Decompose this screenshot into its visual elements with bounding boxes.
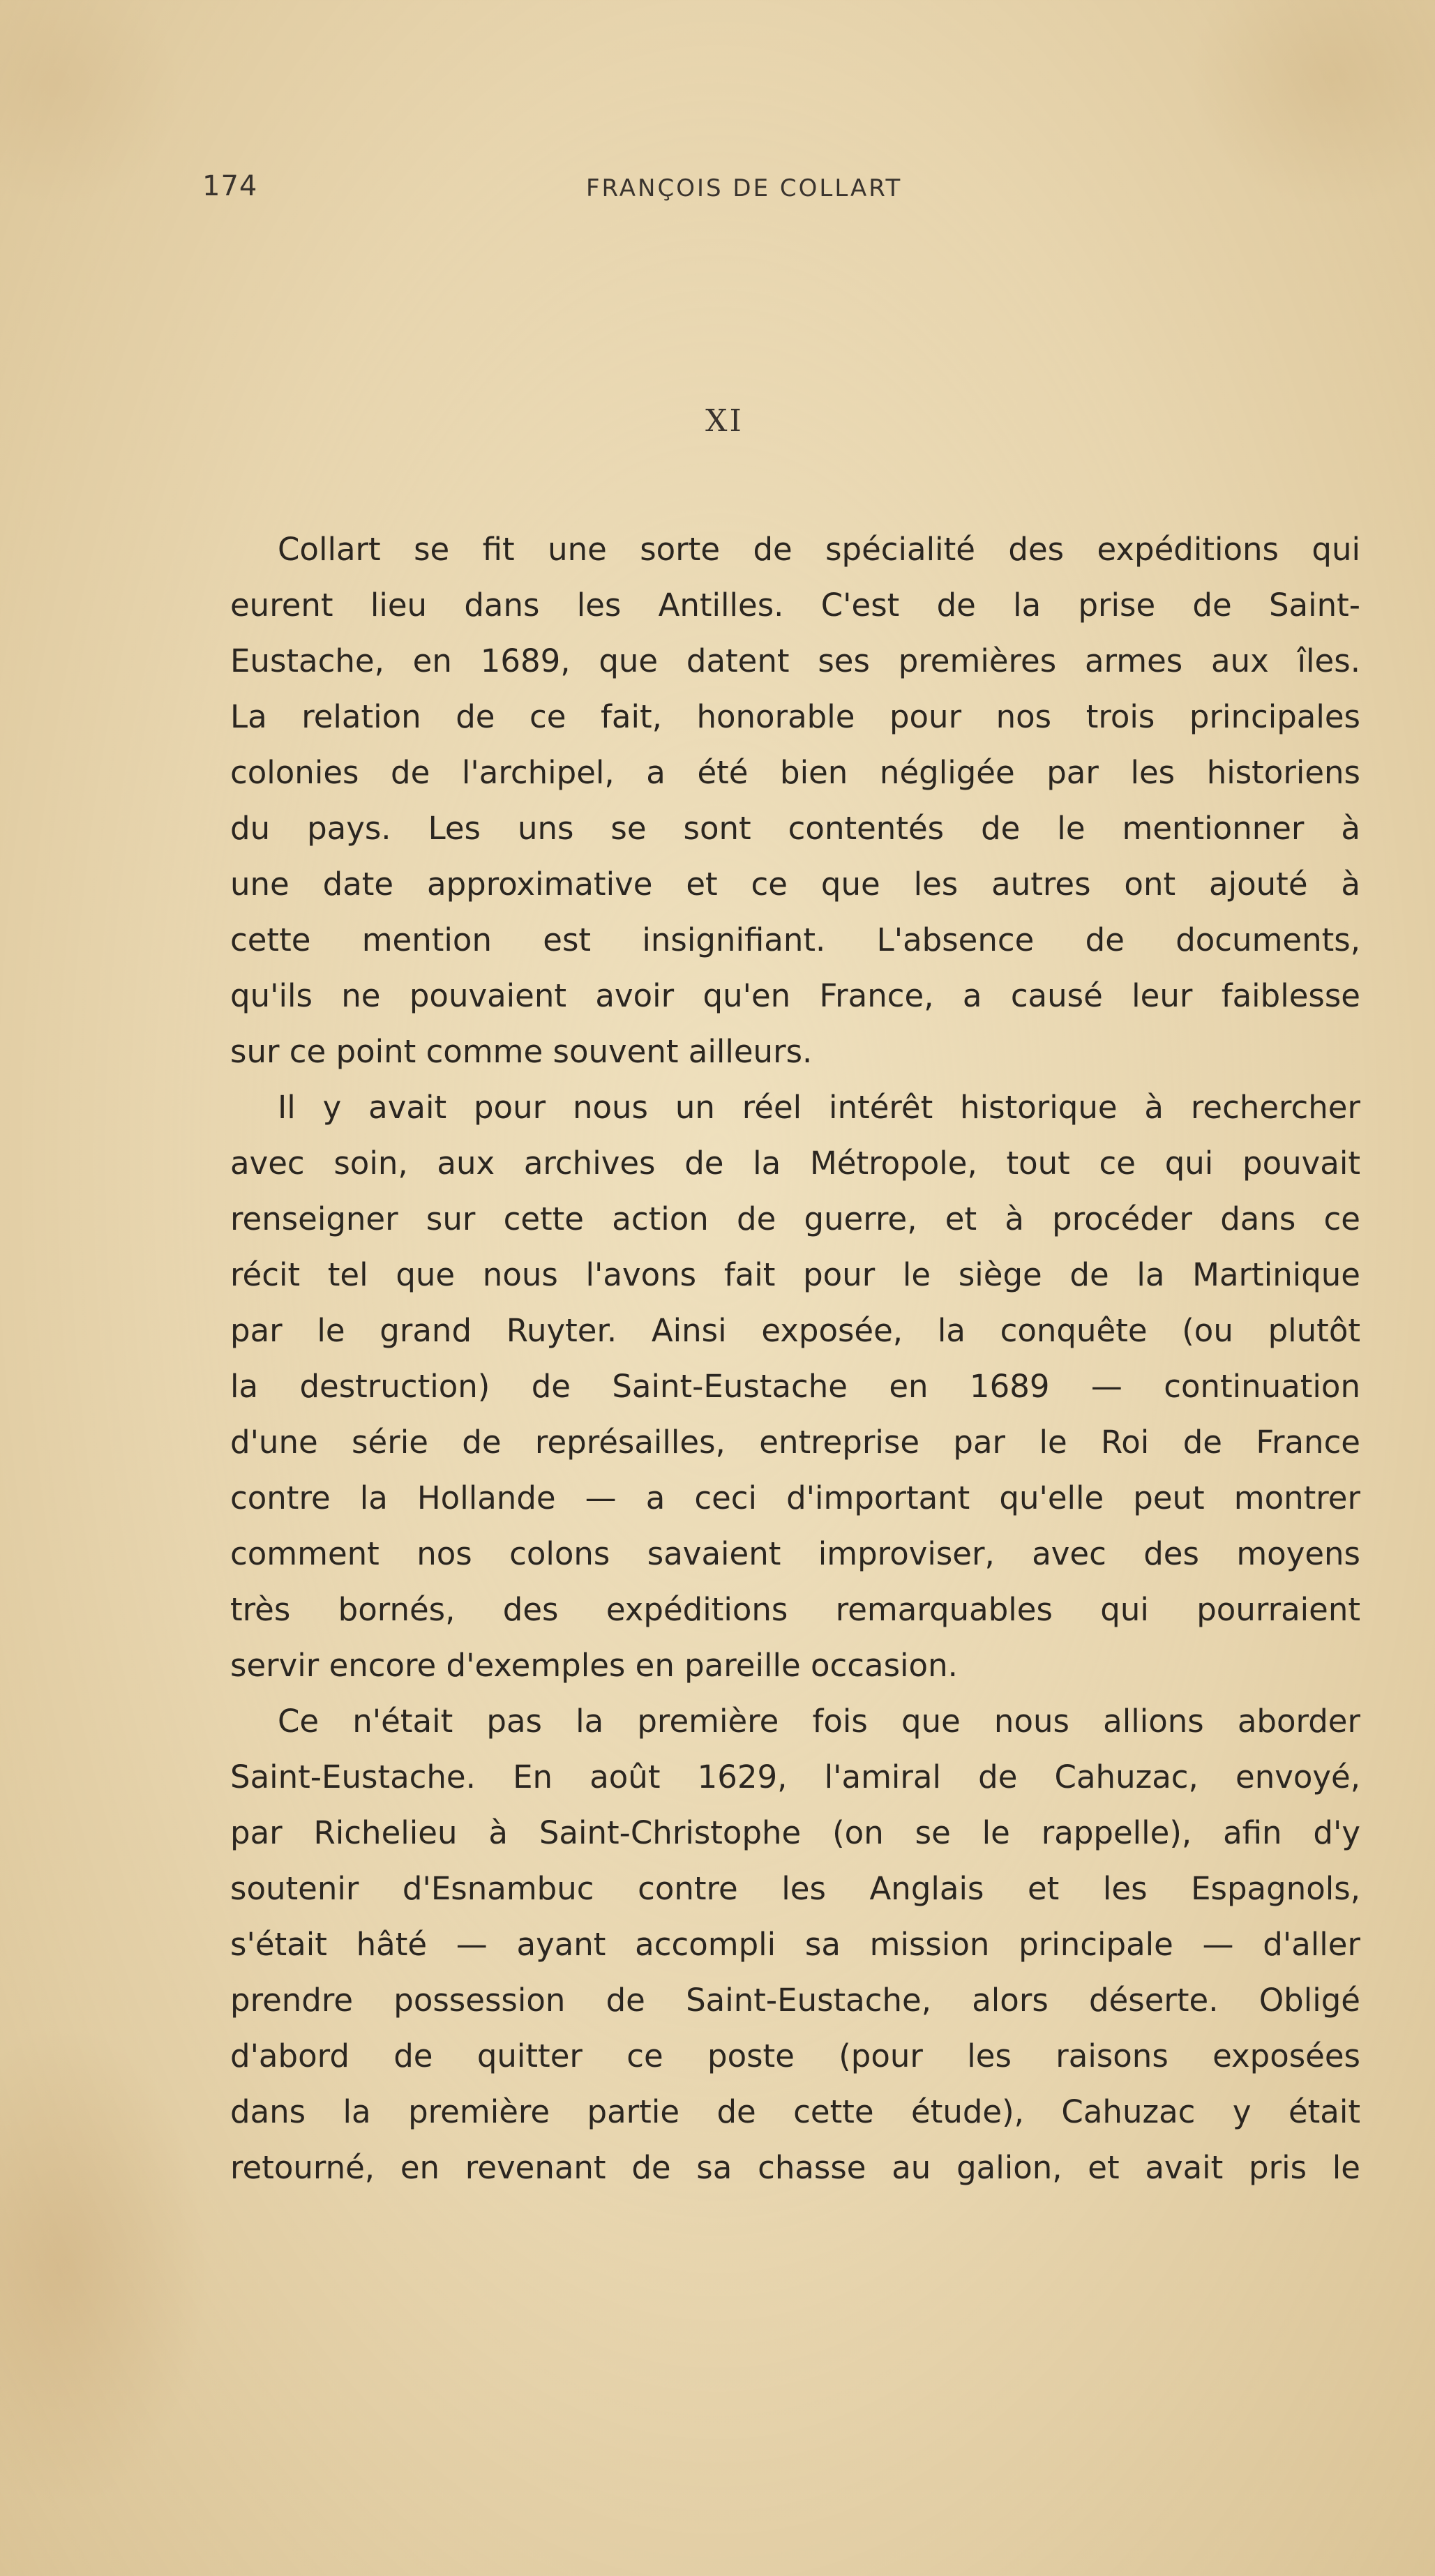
paper-stain [0,0,181,209]
text-line: par le grand Ruyter. Ainsi exposée, la conquête (ou plutôt [230,1312,1360,1349]
text-line: sur ce point comme souvent ailleurs. [230,1033,813,1070]
text-line: Ce n'était pas la première fois que nous allions aborder [278,1703,1360,1740]
text-line: colonies de l'archipel, a été bien négligée par les historiens [230,754,1360,791]
text-line: avec soin, aux archives de la Métropole, tout ce qui pouvait [230,1145,1360,1182]
text-line: contre la Hollande — a ceci d'important qu'elle peut montrer [230,1479,1360,1516]
text-line: très bornés, des expéditions remarquables qui pourraient [230,1591,1360,1628]
text-line: dans la première partie de cette étude), Cahuzac y était [230,2093,1360,2130]
running-head: FRANÇOIS DE COLLART [586,174,903,202]
text-line: eurent lieu dans les Antilles. C'est de la prise de Saint- [230,587,1360,624]
text-line: soutenir d'Esnambuc contre les Anglais et les Espagnols, [230,1870,1360,1907]
text-line: Collart se fit une sorte de spécialité des expéditions qui [278,531,1360,568]
text-line: Eustache, en 1689, que datent ses premières armes aux îles. [230,642,1360,679]
text-line: d'abord de quitter ce poste (pour les raisons exposées [230,2038,1360,2074]
text-line: La relation de ce fait, honorable pour nos trois principales [230,698,1360,735]
text-line: d'une série de représailles, entreprise par le Roi de France [230,1424,1360,1461]
text-line: cette mention est insignifiant. L'absence de documents, [230,921,1360,958]
text-line: renseigner sur cette action de guerre, et à procéder dans ce [230,1200,1360,1237]
text-line: retourné, en revenant de sa chasse au galion, et avait pris le [230,2149,1360,2186]
text-line: la destruction) de Saint-Eustache en 1689 — continuation [230,1368,1360,1405]
text-line: Saint-Eustache. En août 1629, l'amiral de Cahuzac, envoyé, [230,1758,1360,1795]
text-line: récit tel que nous l'avons fait pour le siège de la Martinique [230,1256,1360,1293]
text-line: Il y avait pour nous un réel intérêt historique à rechercher [278,1089,1360,1126]
page-number: 174 [202,170,258,202]
text-line: par Richelieu à Saint-Christophe (on se le rappelle), afin d'y [230,1814,1360,1851]
text-line: qu'ils ne pouvaient avoir qu'en France, a causé leur faiblesse [230,977,1360,1014]
chapter-heading: XI [705,403,744,439]
text-line: s'était hâté — ayant accompli sa mission principale — d'aller [230,1926,1360,1963]
text-line: prendre possession de Saint-Eustache, alors déserte. Obligé [230,1982,1360,2019]
page-header [202,170,1263,212]
paper-stain [0,2023,209,2511]
body-text [230,522,1360,2196]
text-line: servir encore d'exemples en pareille occasion. [230,1647,958,1684]
text-line: une date approximative et ce que les autres ont ajouté à [230,866,1360,903]
text-line: comment nos colons savaient improviser, avec des moyens [230,1535,1360,1572]
text-line: du pays. Les uns se sont contentés de le mentionner à [230,810,1360,847]
